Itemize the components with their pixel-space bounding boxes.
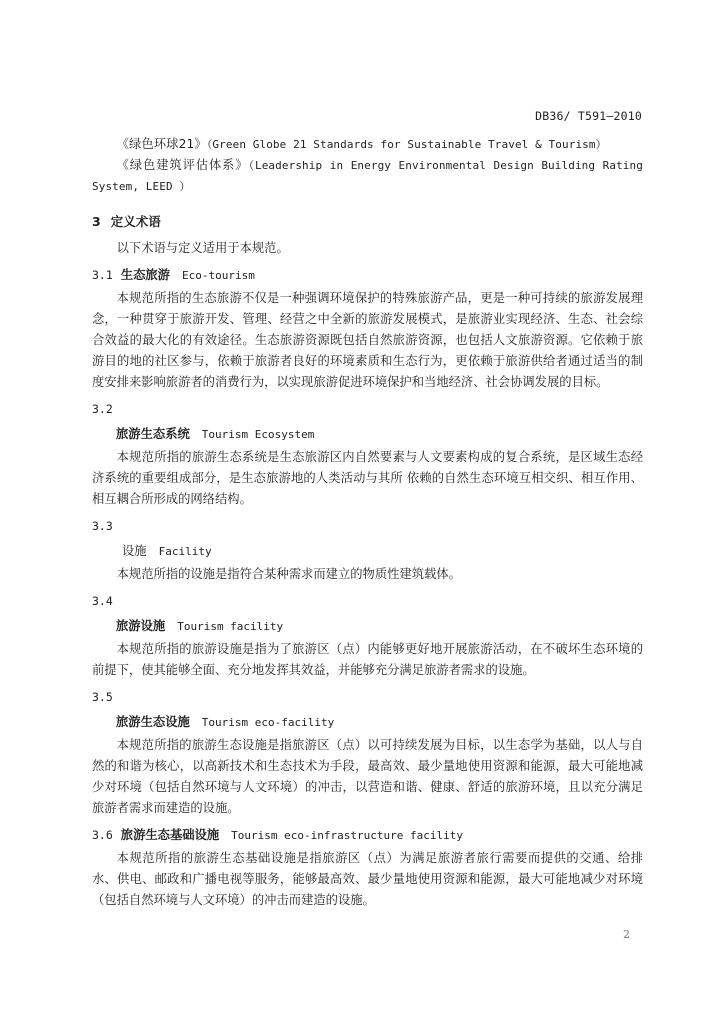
reference-en-title: （Leadership in Energy Environmental Design Building Rating System, LEED ） [92,159,643,193]
section-term-cn: 设施 [122,544,147,558]
section-term-en: Tourism facility [177,620,284,633]
section-number: 3.3 [92,519,113,533]
chapter-number: 3 [92,214,101,229]
section-term-cn: 旅游生态系统 [116,427,190,441]
reference-en-title: （Green Globe 21 Standards for Sustainable Travel & Tourism） [206,138,607,151]
section-body: 本规范所指的旅游生态基础设施是指旅游区（点）为满足旅游者旅行需要而提供的交通、给排水、供电、邮政和广播电视等服务，能够最高效、最少量地使用资源和能源，最大可能地减少对环境（包括自然环境与人文环境）的冲击而建造的设施。 [92,851,643,907]
reference-item [92,134,643,155]
section-term-cn: 生态旅游 [120,268,170,282]
section-number: 3.1 [92,268,113,282]
section-number: 3.6 [92,828,113,842]
section-heading [92,516,643,537]
section-term-en: Eco-tourism [181,269,255,282]
section-heading [92,591,643,612]
page-number: 2 [623,928,630,941]
reference-cn-title: 《绿色环球21》 [116,137,207,151]
section-body: 本规范所指的旅游生态系统是生态旅游区内自然要素与人文要素构成的复合系统，是区域生态经济系统的重要组成部分，是生态旅游地的人类活动与其所 依赖的自然生态环境互相交织、相互作用、相互耦合所形成的网络结构。 [92,450,643,506]
term-heading [92,616,643,637]
section-heading [92,265,643,286]
term-heading [92,541,643,562]
section-term-cn: 旅游设施 [116,619,166,633]
section-number: 3.5 [92,690,113,704]
section-heading [92,825,643,846]
section-heading [92,399,643,420]
section-term-cn: 旅游生态设施 [116,715,190,729]
section-body: 本规范所指的生态旅游不仅是一种强调环境保护的特殊旅游产品，更是一种可持续的旅游发展理念，一种贯穿于旅游开发、管理、经营之中全新的旅游发展模式，是旅游业实现经济、生态、社会综合效益的最大化的有效途径。生态旅游资源既包括自然旅游资源，也包括人文旅游资源。它依赖于旅游目的地的社区参与，依赖于旅游者良好的环境素质和生态行为，更依赖于旅游供给者通过适当的制度安排来影响旅游者的消费行为，以实现旅游促进环境保护和当地经济、社会协调发展的目标。 [92,291,643,389]
term-heading [92,424,643,445]
section-term-cn: 旅游生态基础设施 [120,828,220,842]
section-number: 3.2 [92,402,113,416]
term-heading [92,712,643,733]
section-term-en: Tourism eco-facility [201,716,335,729]
section-term-en: Tourism eco-infrastructure facility [231,829,463,842]
section-term-en: Tourism Ecosystem [201,428,315,441]
chapter-heading [92,211,643,232]
reference-cn-title: 《绿色建筑评估体系》 [116,158,249,172]
document-body [92,134,643,911]
section-number: 3.4 [92,594,113,608]
section-term-en: Facility [158,545,212,558]
reference-item [92,155,643,197]
chapter-intro: 以下术语与定义适用于本规范。 [116,241,289,255]
standard-code: DB36/ T591—2010 [535,109,642,123]
section-body: 本规范所指的旅游设施是指为了旅游区（点）内能够更好地开展旅游活动，在不破坏生态环境的前提下，使其能够全面、充分地发挥其效益，并能够充分满足旅游者需求的设施。 [92,642,643,677]
section-body: 本规范所指的设施是指符合某种需求而建立的物质性建筑载体。 [116,567,461,581]
section-heading [92,687,643,708]
section-body: 本规范所指的旅游生态设施是指旅游区（点）以可持续发展为目标，以生态学为基础，以人与自然的和谐为核心，以高新技术和生态技术为手段，最高效、最少量地使用资源和能源，最大可能地减少对环境（包括自然环境与人文环境）的冲击，以营造和谐、健康、舒适的旅游环境，且以充分满足旅游者需求而建造的设施。 [92,738,643,815]
chapter-title: 定义术语 [110,214,161,229]
